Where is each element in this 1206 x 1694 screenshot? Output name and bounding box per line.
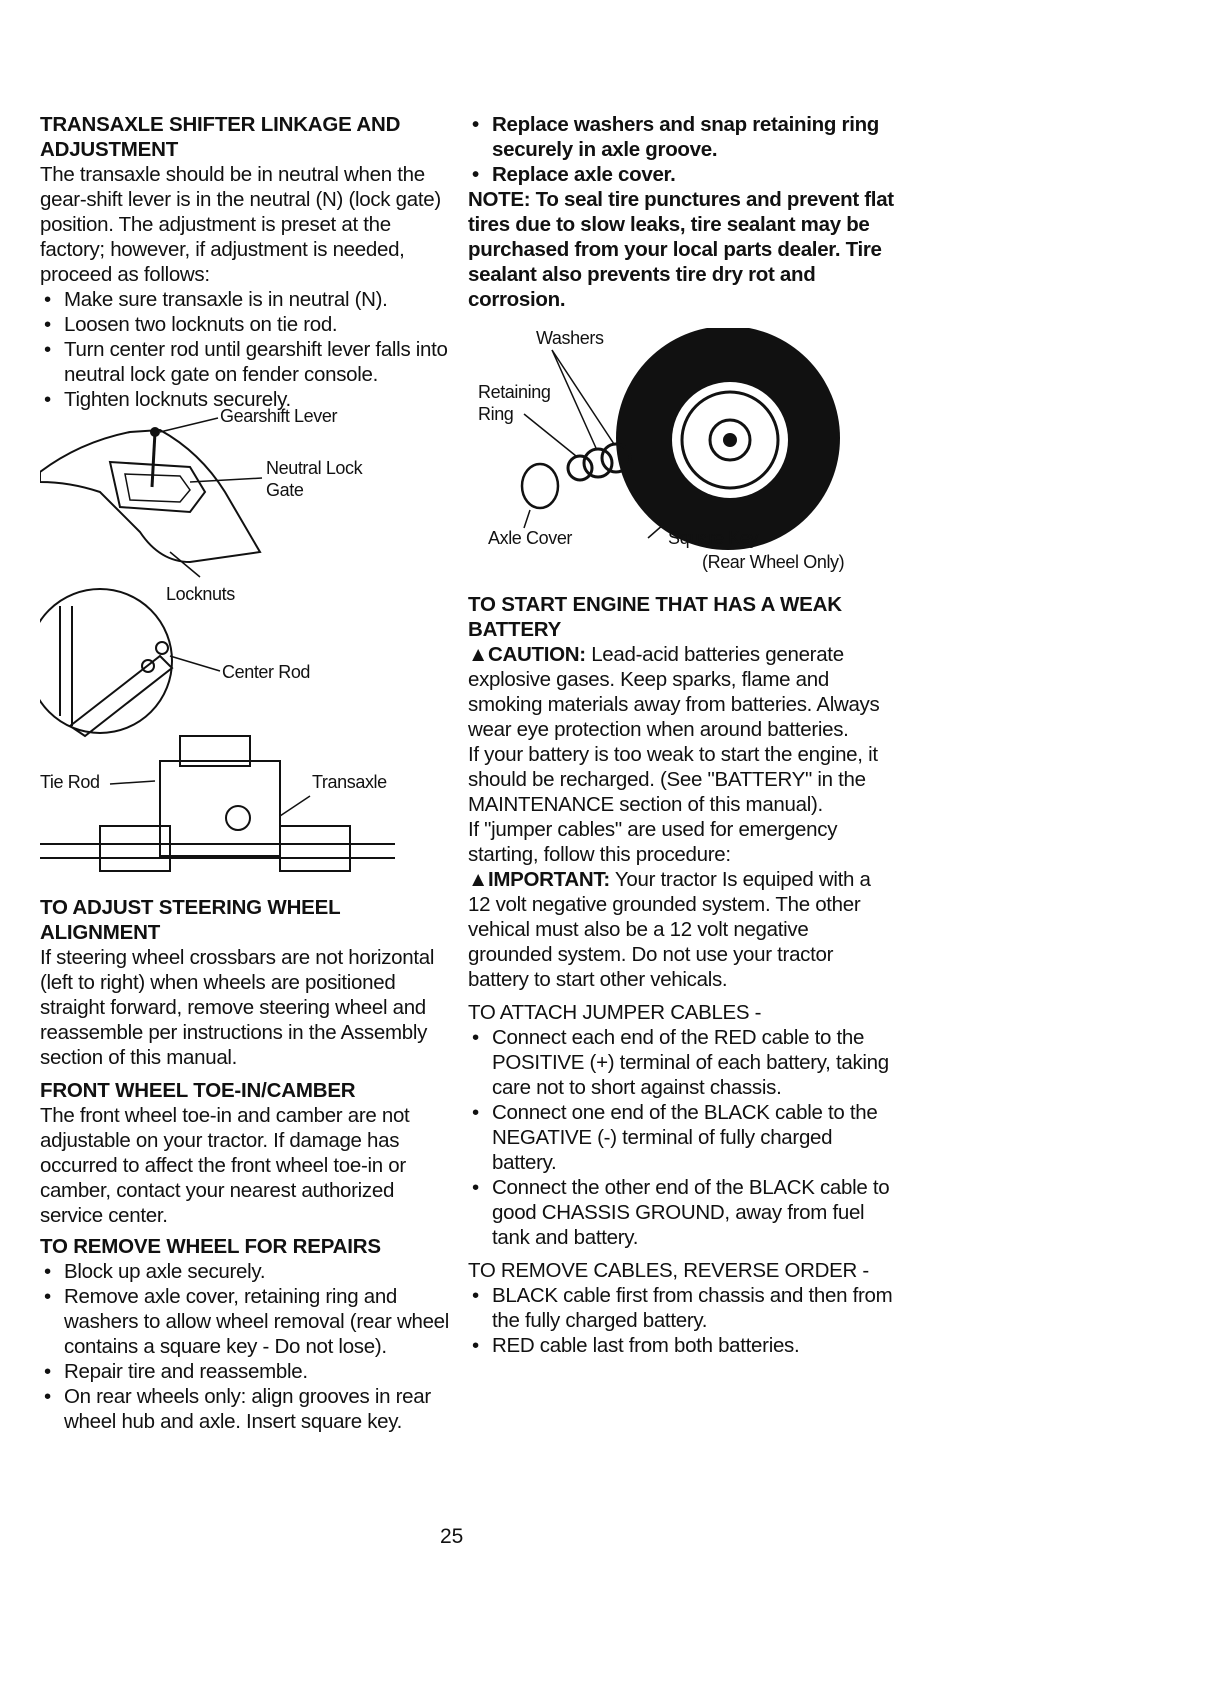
label-tie-rod: Tie Rod (40, 772, 100, 792)
bullet-transaxle-1: • Make sure transaxle is in neutral (N). (40, 287, 450, 312)
bullet-attach-2: • Connect one end of the BLACK cable to the NEGATIVE (-) terminal of fully charged battery. (468, 1100, 898, 1175)
bullet-transaxle-3: • Turn center rod until gearshift lever falls into neutral lock gate on fender console. (40, 337, 450, 387)
bullet-remove-2: • Remove axle cover, retaining ring and washers to allow wheel removal (rear wheel contains a square key - Do not lose). (40, 1284, 450, 1359)
heading-attach-cables: TO ATTACH JUMPER CABLES - (468, 1001, 762, 1024)
label-square-key: Square Key (668, 528, 759, 548)
label-rear-wheel-only: (Rear Wheel Only) (702, 552, 845, 572)
bullet-attach-1: • Connect each end of the RED cable to the POSITIVE (+) terminal of each battery, taking care not to short against chassis. (468, 1025, 898, 1100)
bullet-remove-3: • Repair tire and reassemble. (40, 1359, 450, 1384)
para-steering: If steering wheel crossbars are not horizontal (left to right) when wheels are positioned straight forward, remove steering wheel and reassemble per instructions in the Assembly section of this manual. (40, 946, 435, 1069)
heading-weak-battery: TO START ENGINE THAT HAS A WEAK BATTERY (468, 593, 842, 641)
heading-toe-in-camber: FRONT WHEEL TOE-IN/CAMBER (40, 1079, 356, 1102)
para-jumper: If "jumper cables" are used for emergency starting, follow this procedure: (468, 818, 838, 866)
label-transaxle: Transaxle (312, 772, 387, 792)
important-label: ▲IMPORTANT: (468, 868, 610, 891)
para-transaxle: The transaxle should be in neutral when the gear-shift lever is in the neutral (N) (lock gate) position. The adjustment is preset at the factory; however, if adjustment is needed, proceed as follows: (40, 163, 441, 286)
bullet-remove-1: • Block up axle securely. (40, 1259, 450, 1284)
page-number: 25 (440, 1525, 464, 1548)
label-axle-cover: Axle Cover (488, 528, 573, 548)
heading-remove-wheel: TO REMOVE WHEEL FOR REPAIRS (40, 1235, 381, 1258)
bullet-transaxle-2: • Loosen two locknuts on tie rod. (40, 312, 450, 337)
label-gearshift-lever: Gearshift Lever (220, 406, 338, 426)
label-washers: Washers (536, 328, 604, 348)
caution-label: ▲CAUTION: (468, 643, 586, 666)
bullet-remove-4: • On rear wheels only: align grooves in rear wheel hub and axle. Insert square key. (40, 1384, 450, 1434)
bullet-reverse-2: • RED cable last from both batteries. (468, 1333, 898, 1358)
wheel-illustration (468, 328, 898, 588)
bullet-replace-washers: • Replace washers and snap retaining ring securely in axle groove. (468, 112, 898, 162)
caution-text: Lead-acid batteries generate explosive gases. Keep sparks, flame and smoking materials away from batteries. Always wear eye protection when around batteries. (468, 643, 880, 741)
right-column (468, 112, 898, 1358)
bullet-reverse-1: • BLACK cable first from chassis and then from the fully charged battery. (468, 1283, 898, 1333)
important-text: Your tractor Is equiped with a 12 volt negative grounded system. The other vehical must also be a 12 volt negative grounded system. Do not use your tractor battery to start other vehicals. (468, 868, 871, 991)
wheel-figure (468, 328, 898, 588)
heading-steering-alignment: TO ADJUST STEERING WHEEL ALIGNMENT (40, 896, 341, 944)
note-paragraph (468, 187, 898, 312)
bullet-transaxle-4: • Tighten locknuts securely. (40, 387, 450, 412)
caution-paragraph (468, 642, 898, 742)
heading-reverse-order: TO REMOVE CABLES, REVERSE ORDER - (468, 1259, 869, 1282)
transaxle-illustration (40, 586, 450, 881)
left-column (40, 112, 450, 1434)
label-gate: Gate (266, 480, 304, 500)
label-center-rod: Center Rod (222, 662, 311, 682)
important-paragraph (468, 867, 898, 992)
para-toe-in: The front wheel toe-in and camber are not adjustable on your tractor. If damage has occurred to affect the front wheel toe-in or camber, contact your nearest authorized service center. (40, 1104, 410, 1227)
bullet-attach-3: • Connect the other end of the BLACK cable to good CHASSIS GROUND, away from fuel tank and battery. (468, 1175, 898, 1250)
bullet-replace-cover: • Replace axle cover. (468, 162, 898, 187)
transaxle-figure (40, 586, 450, 881)
label-neutral-lock: Neutral Lock (266, 458, 363, 478)
para-recharge: If your battery is too weak to start the engine, it should be recharged. (See "BATTERY" in the MAINTENANCE section of this manual). (468, 743, 878, 816)
gearshift-illustration (40, 412, 450, 582)
gearshift-figure (40, 406, 450, 582)
heading-transaxle-linkage: TRANSAXLE SHIFTER LINKAGE AND ADJUSTMENT (40, 113, 401, 161)
label-locknuts: Locknuts (166, 584, 235, 604)
label-retaining: Retaining (478, 382, 551, 402)
label-ring: Ring (478, 404, 514, 424)
note-text: To seal tire punctures and prevent flat tires due to slow leaks, tire sealant may be purchased from your local parts dealer. Tire sealant also prevents tire dry rot and corrosion. (468, 188, 894, 311)
note-label: NOTE: (468, 188, 531, 211)
